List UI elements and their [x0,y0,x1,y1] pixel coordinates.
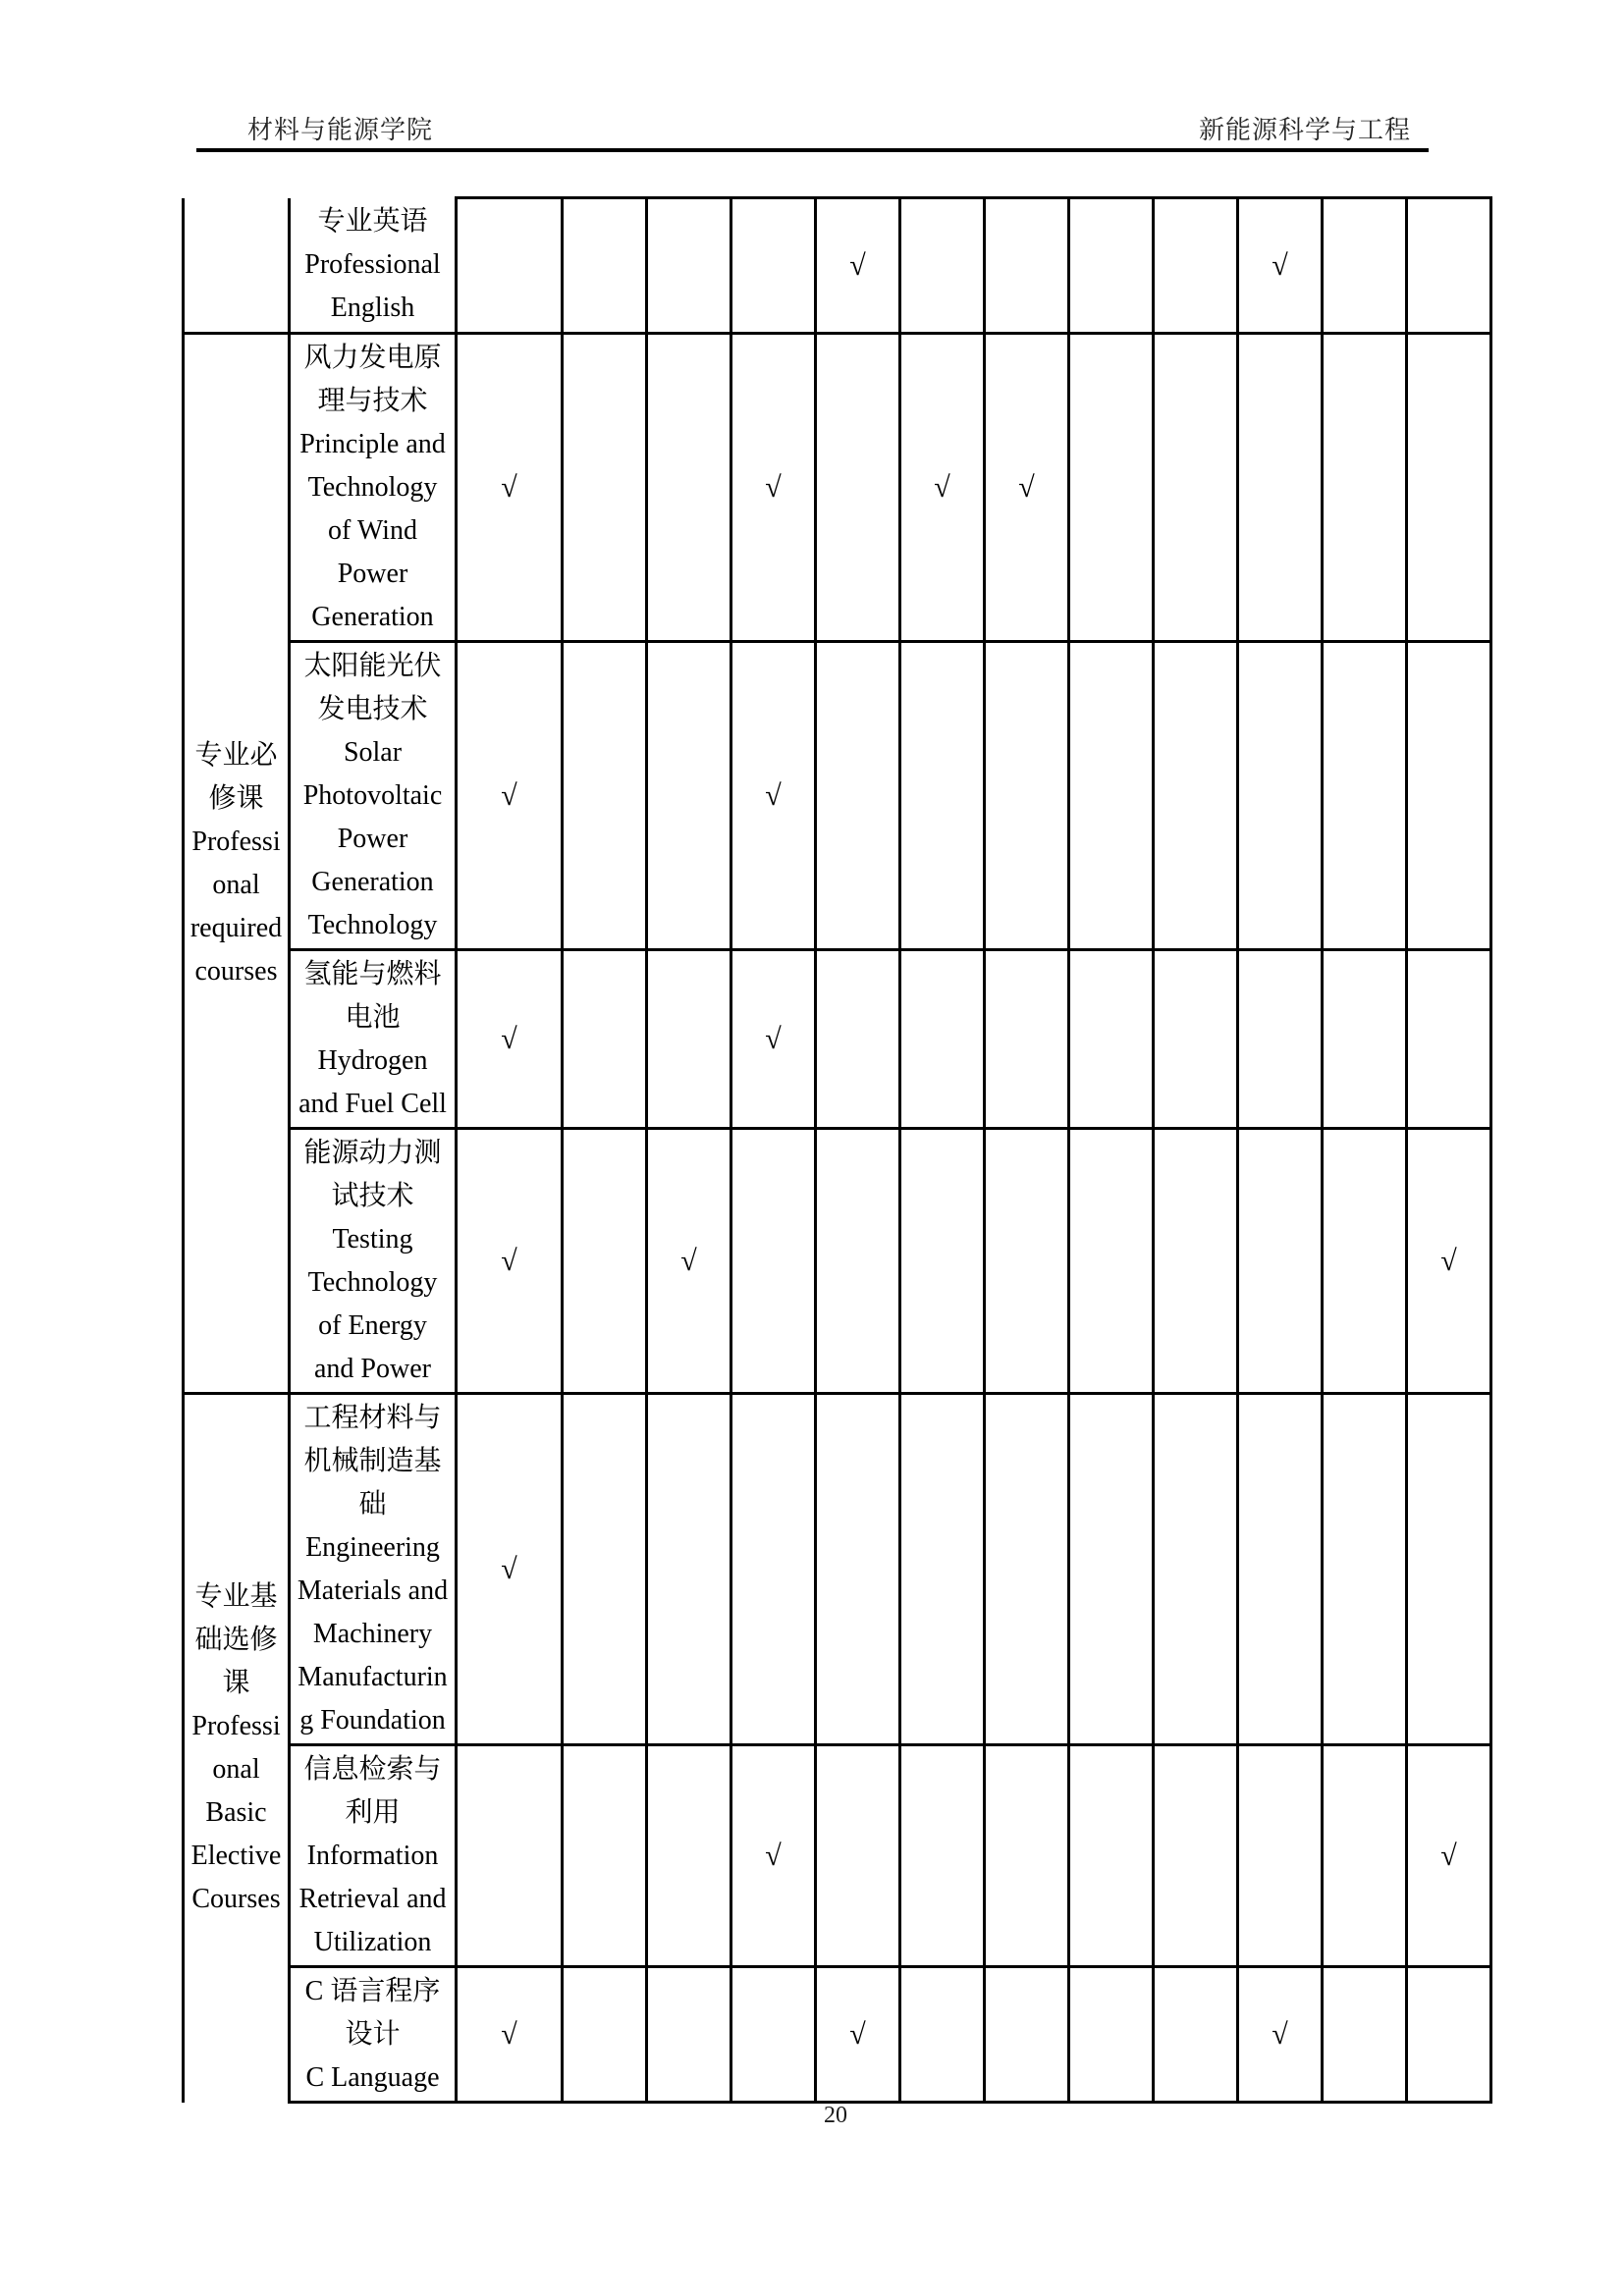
check-cell [1154,1967,1238,2103]
check-mark: √ [501,778,517,812]
group-label-line: Elective [190,1841,282,1872]
check-cell [1323,334,1407,642]
check-cell [457,1394,563,1745]
check-cell [1238,950,1323,1129]
course-name-line: 风力发电原 [303,342,442,373]
check-cell [1069,334,1154,642]
check-cell [731,1394,816,1745]
check-cell [900,1394,985,1745]
check-cell [985,1129,1069,1394]
check-cell [1154,334,1238,642]
check-cell [816,950,900,1129]
course-name-line: 础 [358,1488,387,1520]
check-mark: √ [765,1839,782,1872]
check-mark: √ [680,1244,697,1277]
row-group-label-cell [184,1394,290,2103]
check-mark: √ [501,470,517,504]
course-name-line: Power [337,558,408,589]
course-name-line: Technology [307,1266,438,1298]
check-cell [1323,1394,1407,1745]
check-cell [985,198,1069,334]
course-name-line: of Energy [318,1309,427,1341]
check-mark: √ [1272,2017,1288,2051]
course-name-line: Professional [304,248,441,280]
course-name-line: Solar [343,736,403,768]
check-mark: √ [1440,1839,1457,1872]
group-label-line: required [189,912,283,943]
course-name-line: 理与技术 [317,385,428,416]
check-cell [647,1394,731,1745]
check-cell [731,950,816,1129]
course-name-line: Information [306,1840,439,1871]
course-name-line: 机械制造基 [303,1445,442,1476]
course-name-line: Testing [332,1223,413,1255]
table-row [184,334,1491,642]
header-left-title: 材料与能源学院 [247,116,434,144]
check-cell [1238,1394,1323,1745]
row-group-label-cell [184,334,290,1394]
check-cell [1154,1745,1238,1967]
check-cell [563,950,647,1129]
check-cell [816,1745,900,1967]
course-name-line: C 语言程序 [304,1975,441,2006]
check-cell [900,950,985,1129]
header-right-title: 新能源科学与工程 [1198,116,1411,144]
check-cell [1069,950,1154,1129]
course-name-line: of Wind [328,514,417,546]
course-name-line: g Foundation [299,1704,446,1735]
check-cell [1069,1745,1154,1967]
check-mark: √ [1440,1244,1457,1277]
course-name-line: Generation [311,601,434,632]
check-cell [647,198,731,334]
check-cell [1407,642,1491,950]
group-label-line: Professi [191,826,281,857]
course-name-line: 太阳能光伏 [303,650,442,681]
course-name-line: Hydrogen [317,1044,428,1076]
course-name-cell [290,642,457,950]
check-cell [731,1745,816,1967]
check-cell [457,950,563,1129]
check-mark: √ [501,1022,517,1055]
check-cell [900,642,985,950]
check-cell [816,1967,900,2103]
check-cell [1154,1129,1238,1394]
check-cell [1323,1129,1407,1394]
course-name-cell [290,1394,457,1745]
course-name-line: 设计 [345,2018,401,2050]
check-mark: √ [765,1022,782,1055]
course-name-line: 工程材料与 [303,1402,442,1433]
course-name-line: and Fuel Cell [298,1088,447,1119]
check-cell [985,642,1069,950]
check-cell [1407,1967,1491,2103]
check-cell [1238,1967,1323,2103]
check-mark: √ [1272,248,1288,282]
check-cell [1407,1394,1491,1745]
group-label-line: courses [194,955,278,987]
table-row [184,950,1491,1129]
check-cell [816,198,900,334]
group-label-line: 修课 [208,782,264,814]
table-row [184,642,1491,950]
check-cell [985,950,1069,1129]
check-cell [563,334,647,642]
header-divider-rule [196,148,1429,152]
group-label-line: 专业必 [194,739,278,771]
check-cell [1323,1967,1407,2103]
course-name-line: 利用 [345,1796,401,1828]
course-name-cell [290,1129,457,1394]
check-cell [1069,1129,1154,1394]
check-cell [647,334,731,642]
table-row [184,1745,1491,1967]
check-cell [1238,198,1323,334]
check-cell [731,1129,816,1394]
check-cell [1407,334,1491,642]
check-mark: √ [765,778,782,812]
course-name-line: Manufacturin [298,1661,448,1692]
course-name-line: Generation [311,866,434,897]
check-cell [900,1129,985,1394]
check-cell [816,1394,900,1745]
group-label-line: Professi [191,1711,281,1742]
check-cell [816,334,900,642]
course-name-line: C Language [305,2061,440,2093]
group-label-line: onal [212,869,260,900]
check-cell [1069,1394,1154,1745]
check-mark: √ [849,248,866,282]
check-mark: √ [501,1244,517,1277]
check-cell [1407,198,1491,334]
group-label-line: Basic [205,1797,267,1829]
course-name-line: Technology [307,909,438,940]
table-body [184,198,1491,2103]
check-cell [647,1967,731,2103]
check-cell [900,198,985,334]
course-name-line: Technology [307,471,438,503]
course-name-line: Retrieval and [298,1883,447,1914]
check-cell [563,1129,647,1394]
check-cell [647,1745,731,1967]
course-name-line: Utilization [313,1926,432,1957]
check-cell [1154,198,1238,334]
course-name-line: Power [337,823,408,854]
course-name-line: Machinery [312,1618,433,1649]
check-cell [1154,950,1238,1129]
check-cell [1323,950,1407,1129]
course-name-line: 发电技术 [317,693,428,724]
group-label-line: 专业基 [194,1581,278,1613]
table-row [184,1394,1491,1745]
check-cell [731,642,816,950]
check-cell [1069,198,1154,334]
page-number: 20 [824,2103,847,2128]
check-mark: √ [765,470,782,504]
course-name-cell [290,1745,457,1967]
course-name-cell [290,1967,457,2103]
check-cell [457,1745,563,1967]
check-cell [816,642,900,950]
course-name-line: 信息检索与 [303,1753,442,1785]
check-cell [985,1394,1069,1745]
check-cell [1323,642,1407,950]
table-row [184,198,1491,334]
check-cell [1238,1129,1323,1394]
check-cell [563,198,647,334]
course-name-line: 能源动力测 [303,1137,442,1168]
check-cell [1069,642,1154,950]
check-cell [1407,1745,1491,1967]
check-mark: √ [1018,470,1035,504]
check-cell [731,1967,816,2103]
check-cell [563,1967,647,2103]
check-cell [900,1745,985,1967]
check-cell [457,198,563,334]
check-cell [731,198,816,334]
course-name-line: Photovoltaic [302,779,443,811]
check-mark: √ [501,2017,517,2051]
check-cell [1238,1745,1323,1967]
course-name-line: Principle and [299,428,446,459]
check-cell [900,334,985,642]
check-cell [647,1129,731,1394]
check-cell [816,1129,900,1394]
course-name-line: Engineering [305,1531,440,1563]
course-name-line: 氢能与燃料 [303,958,442,989]
curriculum-table [182,196,1492,2104]
check-cell [563,1745,647,1967]
check-cell [1407,1129,1491,1394]
course-name-line: English [330,292,415,323]
check-cell [457,642,563,950]
check-cell [1154,642,1238,950]
table-row [184,1967,1491,2103]
check-cell [1407,950,1491,1129]
course-name-cell [290,334,457,642]
check-cell [985,334,1069,642]
check-cell [647,642,731,950]
check-cell [457,1967,563,2103]
course-name-cell [290,198,457,334]
course-name-line: and Power [314,1353,431,1384]
check-cell [563,1394,647,1745]
curriculum-table-wrap [182,196,1492,2104]
course-name-line: 试技术 [331,1180,414,1211]
check-cell [731,334,816,642]
check-cell [1069,1967,1154,2103]
check-cell [457,334,563,642]
check-cell [647,950,731,1129]
check-cell [985,1967,1069,2103]
group-label-line: 础选修 [194,1625,278,1656]
check-cell [1154,1394,1238,1745]
check-mark: √ [934,470,950,504]
group-label-line: Courses [191,1884,281,1915]
group-label-line: 课 [222,1668,250,1699]
check-cell [1323,198,1407,334]
check-cell [563,642,647,950]
course-name-cell [290,950,457,1129]
check-cell [1238,334,1323,642]
course-name-line: 专业英语 [317,205,428,237]
course-name-line: 电池 [345,1001,401,1033]
check-cell [1238,642,1323,950]
table-row [184,1129,1491,1394]
check-cell [900,1967,985,2103]
check-cell [1323,1745,1407,1967]
course-name-line: Materials and [297,1575,449,1606]
check-cell [457,1129,563,1394]
check-mark: √ [501,1552,517,1585]
check-mark: √ [849,2017,866,2051]
group-label-line: onal [212,1754,260,1786]
check-cell [985,1745,1069,1967]
row-group-label-cell [184,198,290,334]
